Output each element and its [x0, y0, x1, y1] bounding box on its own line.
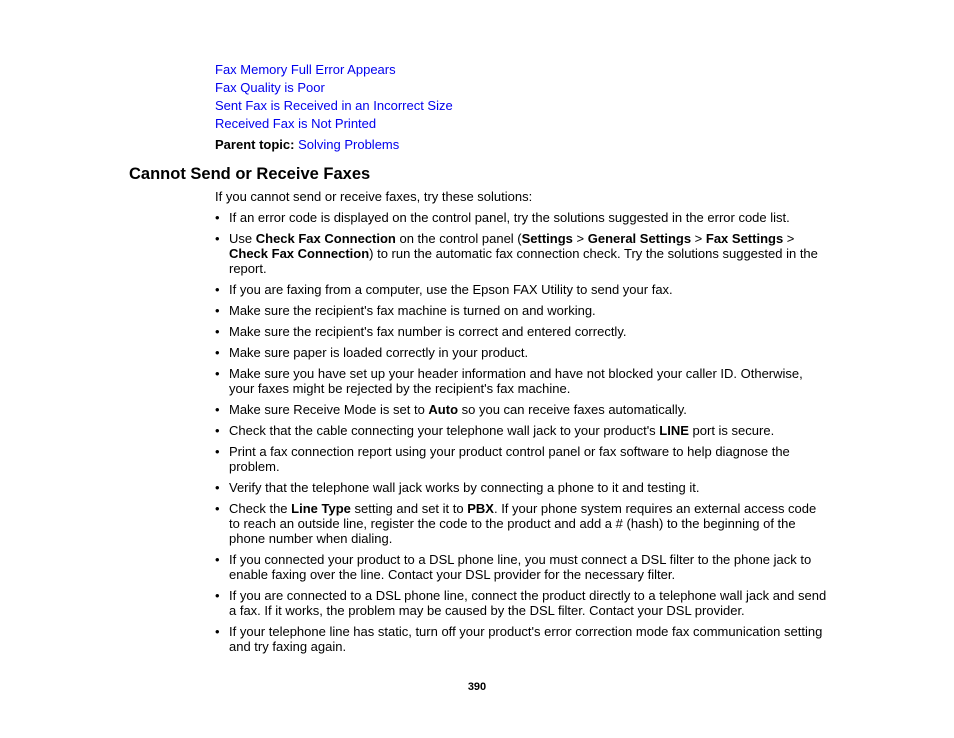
solution-item	[215, 231, 827, 276]
link-received-fax-not-printed[interactable]: Received Fax is Not Printed	[215, 116, 377, 131]
solution-text: Make sure you have set up your header information and have not blocked your caller ID. Otherwise, your faxes might be rejected by the recipient's fax machine.	[229, 366, 803, 396]
link-sent-fax-incorrect-size[interactable]: Sent Fax is Received in an Incorrect Size	[215, 98, 453, 113]
solution-emphasis: Check Fax Connection	[255, 231, 396, 246]
solution-text: Make sure the recipient's fax machine is turned on and working.	[229, 303, 596, 318]
solution-emphasis: PBX	[467, 501, 494, 516]
bullet-marker: •	[215, 231, 220, 246]
bullet-marker: •	[215, 303, 220, 318]
parent-topic	[215, 136, 399, 154]
bullet-marker: •	[215, 480, 220, 495]
bullet-marker: •	[215, 624, 220, 639]
bullet-marker: •	[215, 366, 220, 381]
bullet-marker: •	[215, 588, 220, 603]
solution-item	[215, 552, 827, 582]
parent-topic-label: Parent topic:	[215, 137, 295, 152]
solution-text: so you can receive faxes automatically.	[458, 402, 687, 417]
solution-text: port is secure.	[688, 423, 775, 438]
solution-item	[215, 624, 827, 654]
bullet-marker: •	[215, 402, 220, 417]
solution-text: Check that the cable connecting your telephone wall jack to your product's	[229, 423, 660, 438]
related-links-list	[215, 61, 453, 133]
solution-item	[215, 501, 827, 546]
parent-topic-link[interactable]: Solving Problems	[298, 137, 400, 152]
solution-text: If you are faxing from a computer, use the Epson FAX Utility to send your fax.	[229, 282, 673, 297]
solution-text: If an error code is displayed on the control panel, try the solutions suggested in the error code list.	[229, 210, 790, 225]
link-fax-memory-full[interactable]: Fax Memory Full Error Appears	[215, 62, 396, 77]
related-link-item	[215, 61, 453, 79]
solution-emphasis: Line Type	[291, 501, 351, 516]
solution-text: Make sure paper is loaded correctly in your product.	[229, 345, 529, 360]
solution-item	[215, 345, 827, 360]
solution-text: Check the	[229, 501, 292, 516]
solution-text: If your telephone line has static, turn off your product's error correction mode fax communication setting and try faxing again.	[229, 624, 823, 654]
solution-text: Verify that the telephone wall jack works by connecting a phone to it and testing it.	[229, 480, 700, 495]
solution-text: >	[783, 231, 795, 246]
solution-item	[215, 423, 827, 438]
section-intro: If you cannot send or receive faxes, try these solutions:	[215, 189, 533, 204]
solution-text: Make sure the recipient's fax number is correct and entered correctly.	[229, 324, 627, 339]
bullet-marker: •	[215, 210, 220, 225]
solution-emphasis: General Settings	[587, 231, 692, 246]
solution-text: Make sure Receive Mode is set to	[229, 402, 429, 417]
solution-item	[215, 324, 827, 339]
solution-emphasis: Settings	[521, 231, 573, 246]
solution-text: Use	[229, 231, 256, 246]
bullet-marker: •	[215, 444, 220, 459]
bullet-marker: •	[215, 423, 220, 438]
solution-item	[215, 588, 827, 618]
solution-emphasis: Auto	[428, 402, 459, 417]
solution-item	[215, 366, 827, 396]
solution-text: on the control panel (	[395, 231, 522, 246]
solution-text: If you are connected to a DSL phone line, connect the product directly to a telephone wall jack and send a fax. If it works, the problem may be caused by the DSL filter. Contact your DSL provider.	[229, 588, 827, 618]
solution-text: >	[572, 231, 588, 246]
solution-emphasis: LINE	[659, 423, 689, 438]
solution-text: ) to run the automatic fax connection check. Try the solutions suggested in the report.	[229, 246, 818, 276]
solution-emphasis: Check Fax Connection	[229, 246, 370, 261]
solution-item	[215, 402, 827, 417]
solution-text: >	[691, 231, 706, 246]
page-number: 390	[467, 681, 487, 693]
related-link-item	[215, 115, 453, 133]
solution-item	[215, 303, 827, 318]
bullet-marker: •	[215, 282, 220, 297]
solution-item	[215, 282, 827, 297]
bullet-marker: •	[215, 324, 220, 339]
solutions-list	[215, 210, 827, 660]
solution-text: If you connected your product to a DSL phone line, you must connect a DSL filter to the phone jack to enable faxing over the line. Contact your DSL provider for the necessary filter.	[229, 552, 812, 582]
section-title: Cannot Send or Receive Faxes	[129, 165, 371, 183]
solution-item	[215, 210, 827, 225]
related-link-item	[215, 79, 453, 97]
solution-text: setting and set it to	[350, 501, 468, 516]
link-fax-quality-poor[interactable]: Fax Quality is Poor	[215, 80, 325, 95]
bullet-marker: •	[215, 552, 220, 567]
solution-text: Print a fax connection report using your product control panel or fax software to help diagnose the problem.	[229, 444, 790, 474]
solution-emphasis: Fax Settings	[705, 231, 784, 246]
related-link-item	[215, 97, 453, 115]
bullet-marker: •	[215, 501, 220, 516]
bullet-marker: •	[215, 345, 220, 360]
solution-item	[215, 444, 827, 474]
solution-item	[215, 480, 827, 495]
solution-text: . If your phone system requires an external access code to reach an outside line, register the code to the product and add a # (hash) to the beginning of the phone number when dialing.	[229, 501, 817, 546]
